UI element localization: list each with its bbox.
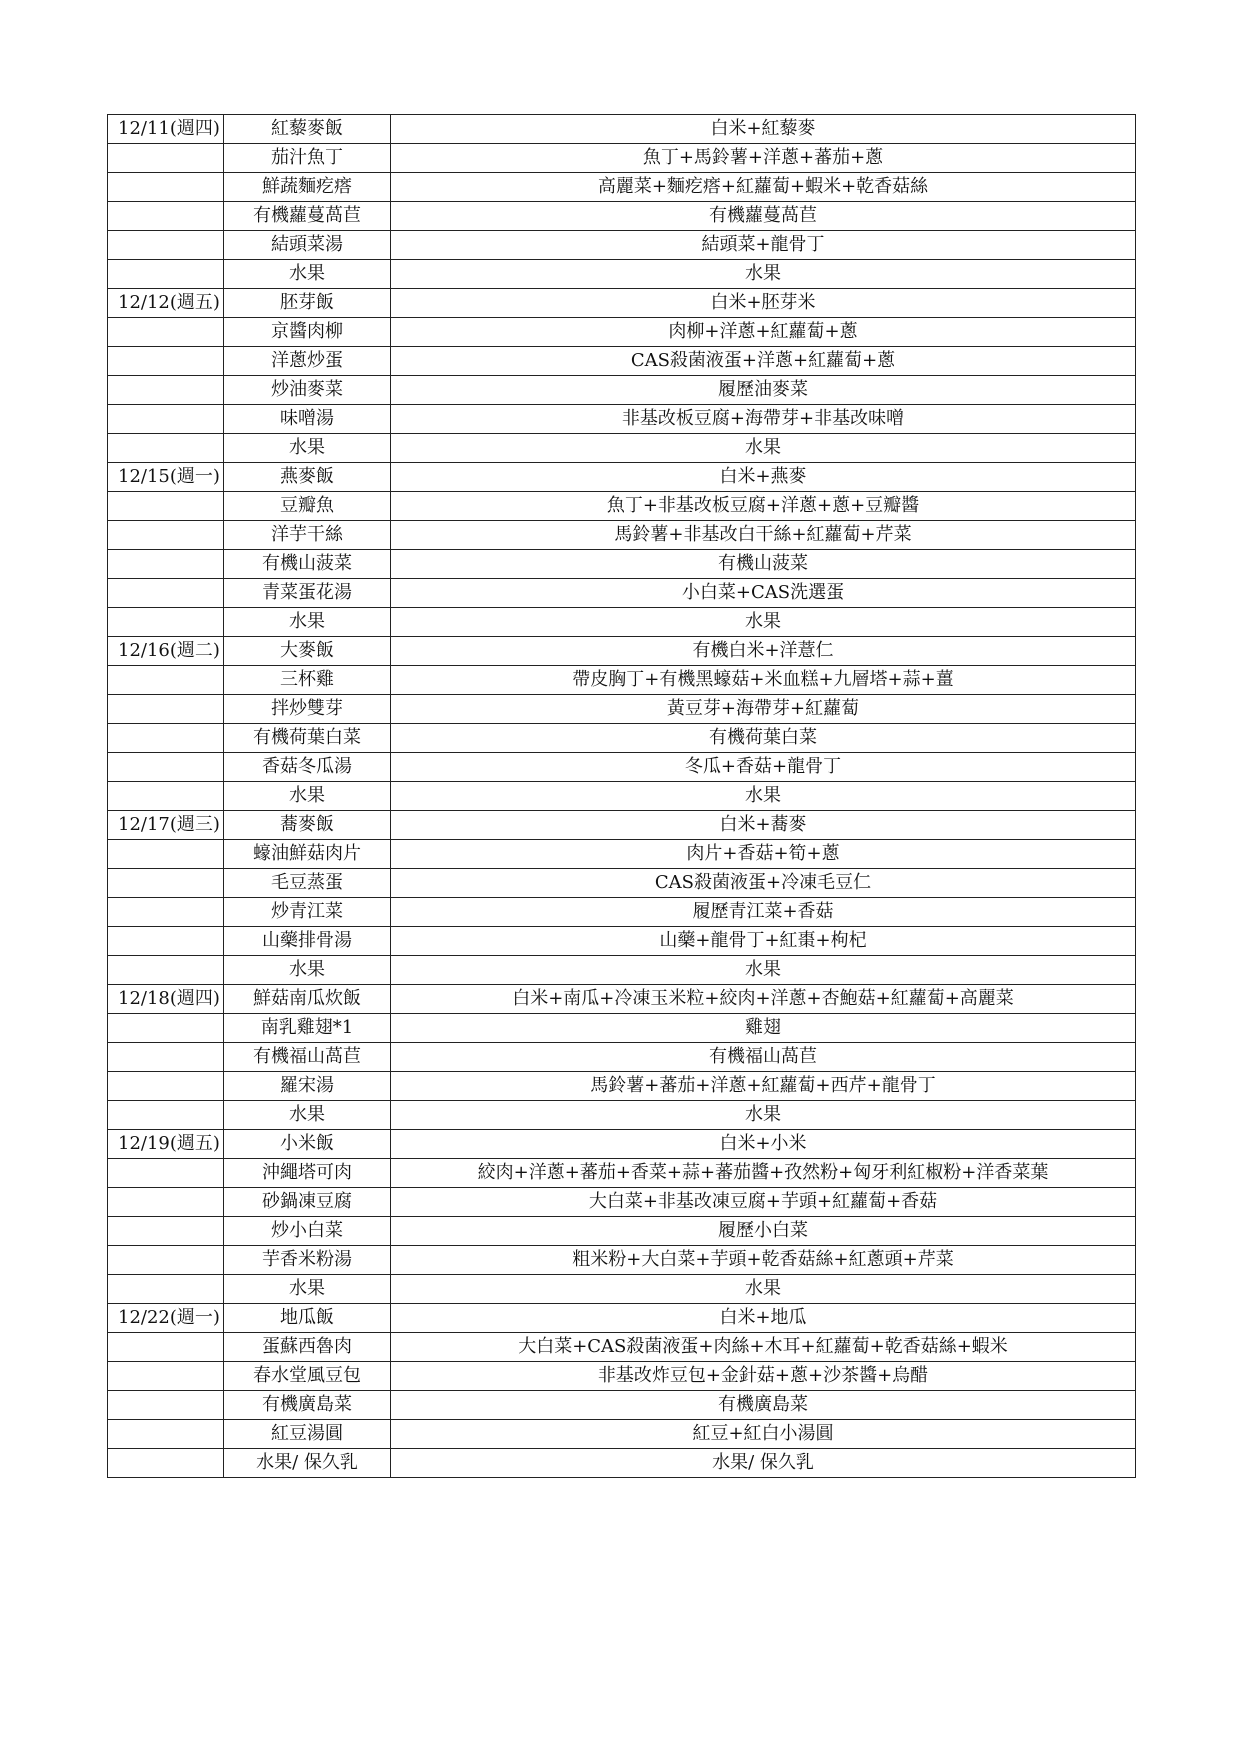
date-cell xyxy=(108,405,224,434)
dish-name-cell: 水果 xyxy=(224,782,391,811)
dish-name-cell: 燕麥飯 xyxy=(224,463,391,492)
date-cell xyxy=(108,782,224,811)
dish-name-cell: 胚芽飯 xyxy=(224,289,391,318)
table-row xyxy=(108,1333,1136,1362)
table-row xyxy=(108,202,1136,231)
date-cell xyxy=(108,608,224,637)
table-row xyxy=(108,231,1136,260)
date-cell xyxy=(108,695,224,724)
table-row xyxy=(108,695,1136,724)
ingredients-cell: 山藥+龍骨丁+紅棗+枸杞 xyxy=(391,927,1136,956)
table-row xyxy=(108,318,1136,347)
date-cell: 12/12(週五) xyxy=(108,289,224,318)
menu-table-body xyxy=(108,115,1136,1478)
table-row xyxy=(108,1391,1136,1420)
dish-name-cell: 水果 xyxy=(224,608,391,637)
table-row xyxy=(108,1159,1136,1188)
table-row xyxy=(108,637,1136,666)
ingredients-cell: 非基改炸豆包+金針菇+蔥+沙茶醬+烏醋 xyxy=(391,1362,1136,1391)
ingredients-cell: 白米+小米 xyxy=(391,1130,1136,1159)
dish-name-cell: 砂鍋凍豆腐 xyxy=(224,1188,391,1217)
date-cell xyxy=(108,1362,224,1391)
ingredients-cell: 水果 xyxy=(391,260,1136,289)
date-cell: 12/16(週二) xyxy=(108,637,224,666)
table-row xyxy=(108,608,1136,637)
dish-name-cell: 南乳雞翅*1 xyxy=(224,1014,391,1043)
date-cell xyxy=(108,173,224,202)
ingredients-cell: 有機廣島菜 xyxy=(391,1391,1136,1420)
ingredients-cell: 水果 xyxy=(391,956,1136,985)
dish-name-cell: 結頭菜湯 xyxy=(224,231,391,260)
table-row xyxy=(108,347,1136,376)
dish-name-cell: 有機山菠菜 xyxy=(224,550,391,579)
date-cell xyxy=(108,753,224,782)
date-cell xyxy=(108,1159,224,1188)
dish-name-cell: 沖繩塔可肉 xyxy=(224,1159,391,1188)
dish-name-cell: 鮮蔬麵疙瘩 xyxy=(224,173,391,202)
dish-name-cell: 水果 xyxy=(224,956,391,985)
dish-name-cell: 蛋蘇西魯肉 xyxy=(224,1333,391,1362)
dish-name-cell: 蠔油鮮菇肉片 xyxy=(224,840,391,869)
date-cell xyxy=(108,550,224,579)
dish-name-cell: 茄汁魚丁 xyxy=(224,144,391,173)
dish-name-cell: 炒青江菜 xyxy=(224,898,391,927)
ingredients-cell: 大白菜+非基改凍豆腐+芋頭+紅蘿蔔+香菇 xyxy=(391,1188,1136,1217)
ingredients-cell: 馬鈴薯+非基改白干絲+紅蘿蔔+芹菜 xyxy=(391,521,1136,550)
dish-name-cell: 炒小白菜 xyxy=(224,1217,391,1246)
ingredients-cell: 履歷油麥菜 xyxy=(391,376,1136,405)
ingredients-cell: 有機福山萵苣 xyxy=(391,1043,1136,1072)
table-row xyxy=(108,260,1136,289)
table-row xyxy=(108,521,1136,550)
dish-name-cell: 水果 xyxy=(224,1275,391,1304)
table-row xyxy=(108,782,1136,811)
ingredients-cell: 帶皮胸丁+有機黑蠔菇+米血糕+九層塔+蒜+薑 xyxy=(391,666,1136,695)
table-row xyxy=(108,376,1136,405)
table-row xyxy=(108,492,1136,521)
table-row xyxy=(108,1275,1136,1304)
dish-name-cell: 小米飯 xyxy=(224,1130,391,1159)
table-row xyxy=(108,1130,1136,1159)
table-row xyxy=(108,173,1136,202)
ingredients-cell: 非基改板豆腐+海帶芽+非基改味噌 xyxy=(391,405,1136,434)
table-row xyxy=(108,1014,1136,1043)
date-cell xyxy=(108,144,224,173)
dish-name-cell: 有機廣島菜 xyxy=(224,1391,391,1420)
menu-table xyxy=(107,114,1136,1478)
ingredients-cell: 粗米粉+大白菜+芋頭+乾香菇絲+紅蔥頭+芹菜 xyxy=(391,1246,1136,1275)
date-cell xyxy=(108,1101,224,1130)
ingredients-cell: 高麗菜+麵疙瘩+紅蘿蔔+蝦米+乾香菇絲 xyxy=(391,173,1136,202)
dish-name-cell: 三杯雞 xyxy=(224,666,391,695)
date-cell xyxy=(108,492,224,521)
table-row xyxy=(108,724,1136,753)
dish-name-cell: 紅豆湯圓 xyxy=(224,1420,391,1449)
dish-name-cell: 青菜蛋花湯 xyxy=(224,579,391,608)
date-cell xyxy=(108,318,224,347)
dish-name-cell: 蕎麥飯 xyxy=(224,811,391,840)
ingredients-cell: 大白菜+CAS殺菌液蛋+肉絲+木耳+紅蘿蔔+乾香菇絲+蝦米 xyxy=(391,1333,1136,1362)
dish-name-cell: 京醬肉柳 xyxy=(224,318,391,347)
date-cell xyxy=(108,202,224,231)
dish-name-cell: 水果/ 保久乳 xyxy=(224,1449,391,1478)
dish-name-cell: 山藥排骨湯 xyxy=(224,927,391,956)
date-cell xyxy=(108,260,224,289)
ingredients-cell: 小白菜+CAS洗選蛋 xyxy=(391,579,1136,608)
ingredients-cell: 水果/ 保久乳 xyxy=(391,1449,1136,1478)
date-cell xyxy=(108,840,224,869)
date-cell xyxy=(108,1246,224,1275)
date-cell xyxy=(108,927,224,956)
date-cell xyxy=(108,1449,224,1478)
ingredients-cell: 肉柳+洋蔥+紅蘿蔔+蔥 xyxy=(391,318,1136,347)
ingredients-cell: 白米+燕麥 xyxy=(391,463,1136,492)
ingredients-cell: 白米+蕎麥 xyxy=(391,811,1136,840)
table-row xyxy=(108,550,1136,579)
dish-name-cell: 地瓜飯 xyxy=(224,1304,391,1333)
date-cell: 12/19(週五) xyxy=(108,1130,224,1159)
ingredients-cell: 白米+胚芽米 xyxy=(391,289,1136,318)
table-row xyxy=(108,405,1136,434)
ingredients-cell: 水果 xyxy=(391,782,1136,811)
ingredients-cell: 履歷小白菜 xyxy=(391,1217,1136,1246)
ingredients-cell: CAS殺菌液蛋+冷凍毛豆仁 xyxy=(391,869,1136,898)
table-row xyxy=(108,434,1136,463)
dish-name-cell: 大麥飯 xyxy=(224,637,391,666)
dish-name-cell: 有機荷葉白菜 xyxy=(224,724,391,753)
date-cell xyxy=(108,1391,224,1420)
ingredients-cell: 紅豆+紅白小湯圓 xyxy=(391,1420,1136,1449)
table-row xyxy=(108,666,1136,695)
date-cell xyxy=(108,376,224,405)
table-row xyxy=(108,1188,1136,1217)
dish-name-cell: 炒油麥菜 xyxy=(224,376,391,405)
date-cell: 12/15(週一) xyxy=(108,463,224,492)
date-cell: 12/11(週四) xyxy=(108,115,224,144)
ingredients-cell: 有機荷葉白菜 xyxy=(391,724,1136,753)
ingredients-cell: 白米+南瓜+冷凍玉米粒+絞肉+洋蔥+杏鮑菇+紅蘿蔔+高麗菜 xyxy=(391,985,1136,1014)
dish-name-cell: 有機福山萵苣 xyxy=(224,1043,391,1072)
table-row xyxy=(108,898,1136,927)
ingredients-cell: 白米+地瓜 xyxy=(391,1304,1136,1333)
dish-name-cell: 香菇冬瓜湯 xyxy=(224,753,391,782)
table-row xyxy=(108,1043,1136,1072)
table-row xyxy=(108,840,1136,869)
date-cell xyxy=(108,1043,224,1072)
table-row xyxy=(108,579,1136,608)
table-row xyxy=(108,1420,1136,1449)
dish-name-cell: 洋芋干絲 xyxy=(224,521,391,550)
dish-name-cell: 芋香米粉湯 xyxy=(224,1246,391,1275)
table-row xyxy=(108,1449,1136,1478)
ingredients-cell: 白米+紅藜麥 xyxy=(391,115,1136,144)
table-row xyxy=(108,811,1136,840)
table-row xyxy=(108,956,1136,985)
date-cell: 12/18(週四) xyxy=(108,985,224,1014)
table-row xyxy=(108,1072,1136,1101)
ingredients-cell: 水果 xyxy=(391,434,1136,463)
dish-name-cell: 紅藜麥飯 xyxy=(224,115,391,144)
table-row xyxy=(108,927,1136,956)
table-row xyxy=(108,115,1136,144)
dish-name-cell: 味噌湯 xyxy=(224,405,391,434)
dish-name-cell: 春水堂風豆包 xyxy=(224,1362,391,1391)
date-cell xyxy=(108,579,224,608)
date-cell xyxy=(108,724,224,753)
date-cell xyxy=(108,1188,224,1217)
dish-name-cell: 水果 xyxy=(224,434,391,463)
date-cell: 12/17(週三) xyxy=(108,811,224,840)
dish-name-cell: 鮮菇南瓜炊飯 xyxy=(224,985,391,1014)
table-row xyxy=(108,1246,1136,1275)
date-cell xyxy=(108,521,224,550)
ingredients-cell: CAS殺菌液蛋+洋蔥+紅蘿蔔+蔥 xyxy=(391,347,1136,376)
ingredients-cell: 肉片+香菇+筍+蔥 xyxy=(391,840,1136,869)
dish-name-cell: 拌炒雙芽 xyxy=(224,695,391,724)
date-cell xyxy=(108,1333,224,1362)
dish-name-cell: 有機蘿蔓萵苣 xyxy=(224,202,391,231)
date-cell xyxy=(108,231,224,260)
ingredients-cell: 雞翅 xyxy=(391,1014,1136,1043)
ingredients-cell: 有機白米+洋薏仁 xyxy=(391,637,1136,666)
dish-name-cell: 水果 xyxy=(224,260,391,289)
ingredients-cell: 水果 xyxy=(391,1275,1136,1304)
ingredients-cell: 水果 xyxy=(391,1101,1136,1130)
dish-name-cell: 水果 xyxy=(224,1101,391,1130)
ingredients-cell: 結頭菜+龍骨丁 xyxy=(391,231,1136,260)
ingredients-cell: 魚丁+非基改板豆腐+洋蔥+蔥+豆瓣醬 xyxy=(391,492,1136,521)
table-row xyxy=(108,985,1136,1014)
date-cell xyxy=(108,434,224,463)
table-row xyxy=(108,463,1136,492)
table-row xyxy=(108,1217,1136,1246)
table-row xyxy=(108,1304,1136,1333)
ingredients-cell: 有機山菠菜 xyxy=(391,550,1136,579)
date-cell xyxy=(108,869,224,898)
date-cell xyxy=(108,1275,224,1304)
ingredients-cell: 履歷青江菜+香菇 xyxy=(391,898,1136,927)
date-cell xyxy=(108,1217,224,1246)
dish-name-cell: 洋蔥炒蛋 xyxy=(224,347,391,376)
date-cell xyxy=(108,1014,224,1043)
date-cell xyxy=(108,1072,224,1101)
ingredients-cell: 水果 xyxy=(391,608,1136,637)
table-row xyxy=(108,869,1136,898)
ingredients-cell: 馬鈴薯+蕃茄+洋蔥+紅蘿蔔+西芹+龍骨丁 xyxy=(391,1072,1136,1101)
table-row xyxy=(108,753,1136,782)
date-cell xyxy=(108,666,224,695)
date-cell xyxy=(108,956,224,985)
dish-name-cell: 羅宋湯 xyxy=(224,1072,391,1101)
table-row xyxy=(108,1362,1136,1391)
dish-name-cell: 毛豆蒸蛋 xyxy=(224,869,391,898)
dish-name-cell: 豆瓣魚 xyxy=(224,492,391,521)
table-row xyxy=(108,1101,1136,1130)
ingredients-cell: 黃豆芽+海帶芽+紅蘿蔔 xyxy=(391,695,1136,724)
date-cell xyxy=(108,898,224,927)
table-row xyxy=(108,289,1136,318)
ingredients-cell: 魚丁+馬鈴薯+洋蔥+蕃茄+蔥 xyxy=(391,144,1136,173)
date-cell xyxy=(108,347,224,376)
date-cell: 12/22(週一) xyxy=(108,1304,224,1333)
ingredients-cell: 冬瓜+香菇+龍骨丁 xyxy=(391,753,1136,782)
date-cell xyxy=(108,1420,224,1449)
ingredients-cell: 有機蘿蔓萵苣 xyxy=(391,202,1136,231)
table-row xyxy=(108,144,1136,173)
ingredients-cell: 絞肉+洋蔥+蕃茄+香菜+蒜+蕃茄醬+孜然粉+匈牙利紅椒粉+洋香菜葉 xyxy=(391,1159,1136,1188)
